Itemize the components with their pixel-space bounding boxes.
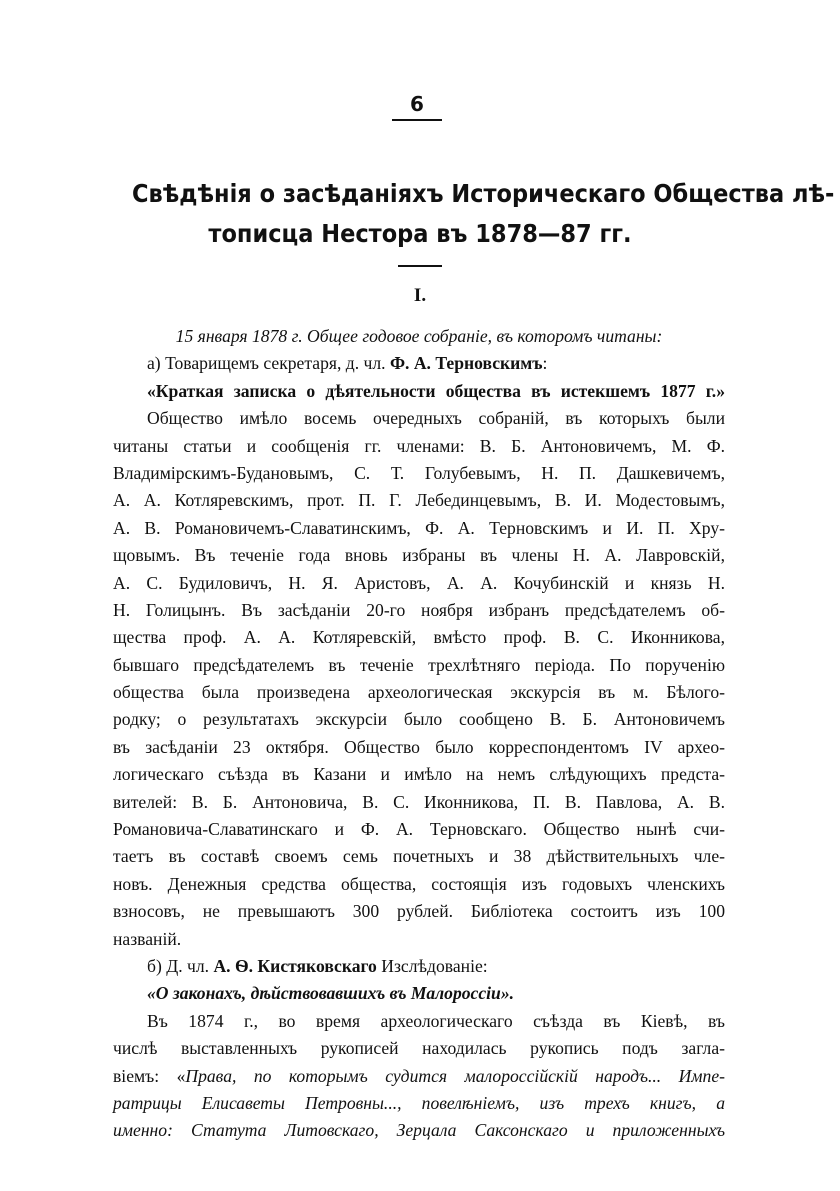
text-span: «О законахъ, дѣйствовавшихъ въ Малороссіи». bbox=[147, 983, 515, 1004]
text-span: вителей: В. Б. Антоновича, В. С. Иконникова, П. В. Павлова, А. В. bbox=[113, 791, 725, 812]
text-line bbox=[113, 460, 725, 487]
text-line bbox=[113, 597, 725, 624]
title-divider bbox=[398, 265, 442, 267]
text-span: А. А. Котляревскимъ, прот. П. Г. Лебединцевымъ, В. И. Модестовымъ, bbox=[113, 490, 725, 511]
text-span: Въ 1874 г., во время археологическаго съѣзда въ Кіевѣ, въ bbox=[147, 1010, 725, 1031]
body-text bbox=[113, 323, 725, 1145]
page-number: 6 bbox=[410, 92, 424, 116]
text-line bbox=[113, 433, 725, 460]
text-line bbox=[113, 487, 725, 514]
text-span: щества проф. А. А. Котляревскій, вмѣсто проф. В. С. Иконникова, bbox=[113, 627, 725, 648]
text-line bbox=[113, 761, 725, 788]
text-span: А. В. Романовичемъ-Славатинскимъ, Ф. А. Терновскимъ и И. П. Хру- bbox=[113, 517, 725, 538]
text-span: взносовъ, не превышаютъ 300 рублей. Библіотека состоитъ изъ 100 bbox=[113, 901, 725, 922]
text-line bbox=[113, 679, 725, 706]
text-line bbox=[113, 624, 725, 651]
text-span: а) Товарищемъ секретаря, д. чл. bbox=[147, 353, 390, 374]
text-line bbox=[113, 350, 725, 377]
text-line bbox=[113, 1008, 725, 1035]
text-span: Ф. А. Терновскимъ bbox=[389, 353, 543, 374]
text-line bbox=[113, 378, 725, 405]
text-span: числѣ выставленныхъ рукописей находилась рукопись подъ загла- bbox=[113, 1038, 725, 1059]
text-line bbox=[113, 706, 725, 733]
text-span: щовымъ. Въ теченіе года вновь избраны въ члены Н. А. Лавровскій, bbox=[113, 545, 725, 566]
text-span: таетъ въ составѣ своемъ семь почетныхъ и 38 дѣйствительныхъ чле- bbox=[113, 846, 725, 867]
text-span: логическаго съѣзда въ Казани и имѣло на немъ слѣдующихъ предста- bbox=[113, 764, 725, 785]
section-number: I. bbox=[413, 285, 427, 306]
text-span: : bbox=[542, 353, 548, 374]
text-line bbox=[113, 570, 725, 597]
text-span: въ засѣданіи 23 октября. Общество было корреспондентомъ IV архео- bbox=[113, 736, 725, 757]
text-span: новъ. Денежныя средства общества, состоящія изъ годовыхъ членскихъ bbox=[113, 873, 725, 894]
text-span: бывшаго предсѣдателемъ въ теченіе трехлѣтняго періода. По порученію bbox=[113, 654, 725, 675]
text-line bbox=[113, 871, 725, 898]
text-span: Общество имѣло восемь очередныхъ собраній, въ которыхъ были bbox=[147, 408, 725, 429]
page-number-rule bbox=[392, 119, 442, 121]
text-line bbox=[113, 515, 725, 542]
text-span: общества была произведена археологическая экскурсія въ м. Бѣлого- bbox=[113, 682, 725, 703]
text-line bbox=[113, 816, 725, 843]
text-span: ратрицы Елисаветы Петровны..., повелѣніемъ, изъ трехъ книгъ, а bbox=[113, 1092, 725, 1113]
text-line bbox=[113, 542, 725, 569]
text-line bbox=[113, 1090, 725, 1117]
article-title bbox=[132, 174, 835, 254]
text-line bbox=[113, 1035, 725, 1062]
text-line bbox=[113, 652, 725, 679]
text-line bbox=[113, 953, 725, 980]
text-line bbox=[113, 323, 725, 350]
text-line bbox=[113, 926, 725, 953]
text-span: родку; о результатахъ экскурсіи было сообщено В. Б. Антоновичемъ bbox=[113, 709, 725, 730]
text-line bbox=[113, 789, 725, 816]
text-span: А. С. Будиловичъ, Н. Я. Аристовъ, А. А. Кочубинскій и князь Н. bbox=[113, 572, 725, 593]
text-line bbox=[113, 734, 725, 761]
text-span: віемъ: « bbox=[113, 1065, 186, 1086]
text-line bbox=[113, 405, 725, 432]
text-span: именно: Статута Литовскаго, Зерцала Саксонскаго и приложенныхъ bbox=[113, 1120, 725, 1141]
text-span: названій. bbox=[113, 928, 182, 949]
text-span: Владимірскимъ-Будановымъ, С. Т. Голубевымъ, Н. П. Дашкевичемъ, bbox=[113, 462, 725, 483]
text-line bbox=[113, 980, 725, 1007]
text-span: Романовича-Славатинскаго и Ф. А. Терновскаго. Общество нынѣ счи- bbox=[113, 819, 725, 840]
text-span: читаны статьи и сообщенія гг. членами: В. Б. Антоновичемъ, М. Ф. bbox=[113, 435, 725, 456]
text-line bbox=[113, 898, 725, 925]
text-line bbox=[113, 1063, 725, 1090]
text-span: Н. Голицынъ. Въ засѣданіи 20-го ноября избранъ предсѣдателемъ об- bbox=[113, 599, 725, 620]
text-span: б) Д. чл. bbox=[147, 955, 214, 976]
text-span: 15 января 1878 г. Общее годовое собраніе, въ которомъ читаны: bbox=[175, 326, 663, 346]
text-span: Права, по которымъ судится малороссійскій народъ... Импе- bbox=[185, 1065, 726, 1086]
text-line bbox=[113, 843, 725, 870]
text-line bbox=[113, 1117, 725, 1144]
text-span: «Краткая записка о дѣятельности общества въ истекшемъ 1877 г.» bbox=[147, 380, 725, 401]
title-line-1: Свѣдѣнія о засѣданіяхъ Историческаго Общества лѣ- bbox=[132, 179, 835, 208]
title-line-2: тописца Нестора въ 1878—87 гг. bbox=[208, 219, 632, 248]
text-span: А. Ѳ. Кистяковскаго bbox=[213, 955, 377, 976]
text-span: Изслѣдованіе: bbox=[376, 955, 488, 976]
